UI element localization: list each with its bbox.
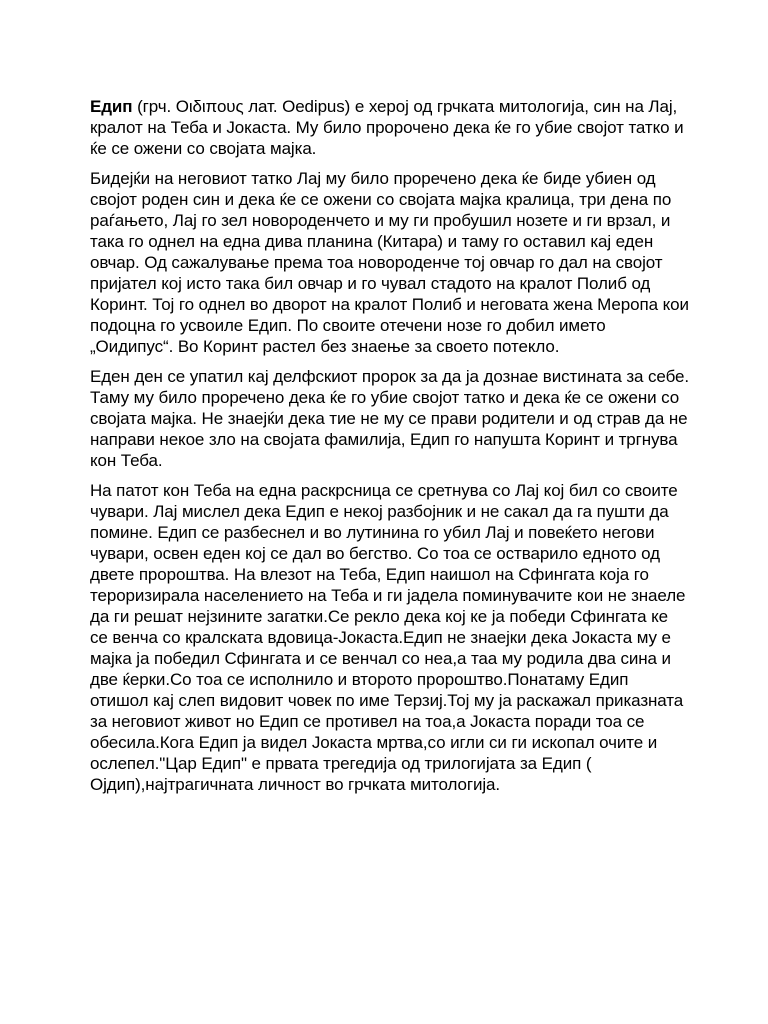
paragraph-oracle: Еден ден се упатил кај делфскиот пророк за да ја дознае вистината за себе. Таму му било проречено дека ќе го убие својот татко и дека ќе се ожени со својата мајка. Не знаејќи дека тие не му се прави родители и од страв да не направи некое зло на својата фамилија, Едип го напушта Коринт и тргнува кон Теба. bbox=[90, 367, 690, 470]
paragraph-birth: Бидејќи на неговиот татко Лај му било проречено дека ќе биде убиен од својот роден син и дека ќе се ожени со својата мајка кралица, три дена по раѓањето, Лај го зел новороденчето и му ги пробушил нозете и ги врзал, и така го однел на една дива планина (Китара) и таму го оставил кај еден овчар. Од сажалување према тоа новороденче тој овчар го дал на својот пријател кој исто така бил овчар и го чувал стадото на кралот Полиб од Коринт. Тој го однел во дворот на кралот Полиб и неговата жена Меропа кои подоцна го усвоиле Едип. По своите отечени нозе го добил името „Оидипус“. Во Коринт растел без знаење за своето потекло. bbox=[90, 169, 689, 356]
paragraph-text: (грч. Οιδιπους лат. Oedipus) е херој од грчката митологија, син на Лај, кралот на Теба и Јокаста. Му било пророчено дека ќе го убие својот татко и ќе се ожени со својата мајка. bbox=[90, 97, 684, 158]
document-body bbox=[90, 96, 690, 804]
title-term: Едип bbox=[90, 97, 133, 116]
paragraph-intro bbox=[90, 96, 690, 159]
paragraph-thebes: На патот кон Теба на една раскрсница се сретнува со Лај кој бил со своите чувари. Лај мислел дека Едип е некој разбојник и не сакал да га пушти да помине. Едип се разбеснел и во лутинина го убил Лај и повеќето негови чувари, освен еден кој се дал во бегство. Со тоа се остварило едното од двете пророштва. На влезот на Теба, Едип наишол на Сфингата која го тероризирала населението на Теба и ги јадела поминувачите кои не знаеле да ги решат нејзините загатки.Се рекло дека кој ке ја победи Сфингата ке се венча со кралската вдовица-Јокаста.Едип не знаејки дека Јокаста му е мајка ја победил Сфингата и се венчал со неа,а таа му родила два сина и две ќерки.Со тоа се исполнило и второто пророштво.Понатаму Едип отишол кај слеп видовит човек по име Терзиј.Тој му ја раскажал приказната за неговиот живот но Едип се противел на тоа,а Јокаста поради тоа се обесила.Кога Едип ја видел Јокаста мртва,со игли си ги ископал очите и ослепел."Цар Едип" е првата трегедија од трилогијата за Едип ( Ојдип),најтрагичната личност во грчката митологија. bbox=[90, 481, 686, 794]
